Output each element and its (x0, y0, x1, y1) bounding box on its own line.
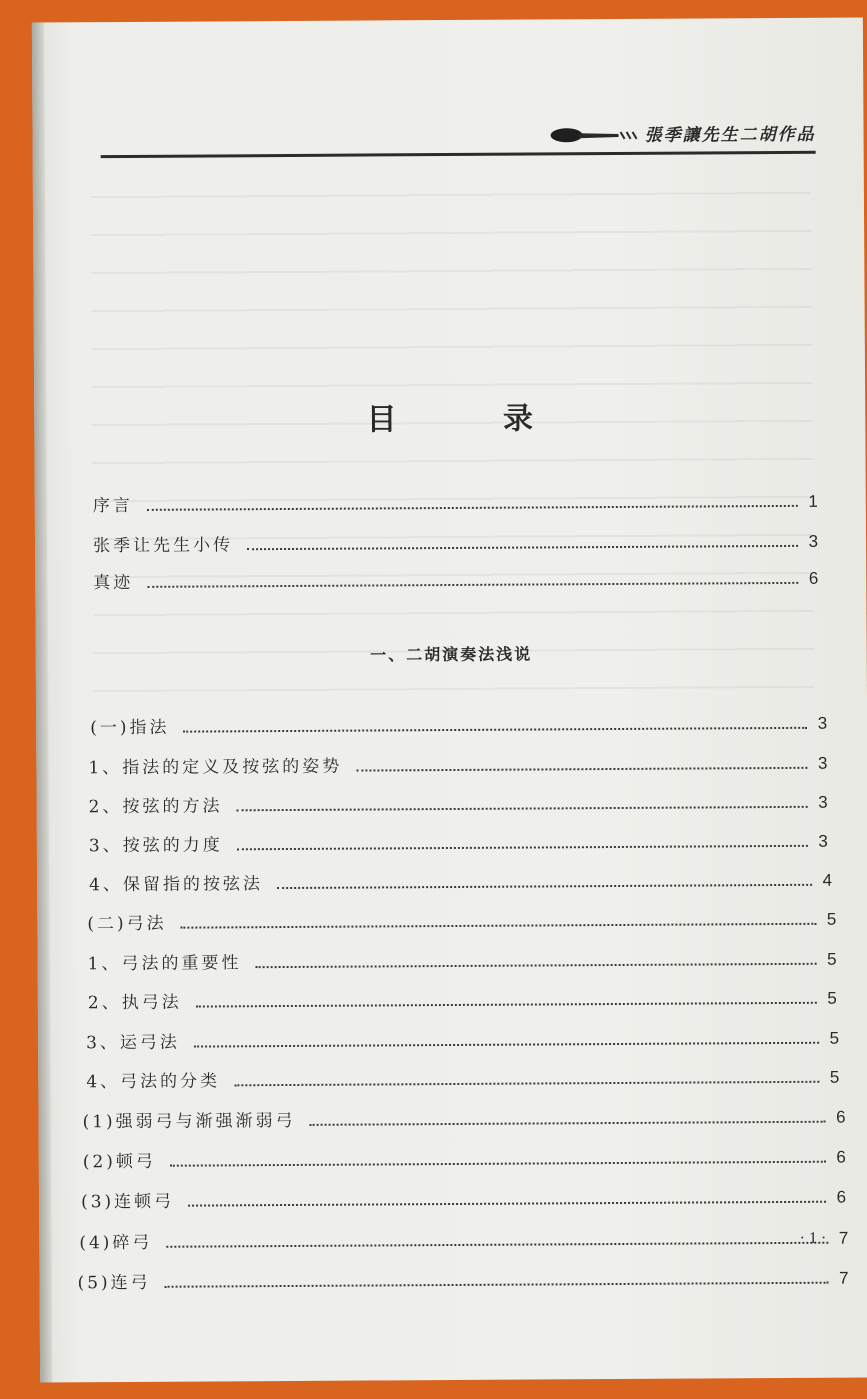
dot-leader (247, 545, 798, 550)
running-header (100, 114, 815, 158)
toc-entry[interactable] (81, 1184, 846, 1213)
toc-entry-label: 4、弓法的分类 (86, 1071, 221, 1093)
toc-entry[interactable] (79, 1225, 848, 1254)
toc-entry-label: (二)弓法 (87, 913, 167, 935)
toc-title: 目 录 (366, 401, 582, 438)
dot-leader (194, 1042, 819, 1048)
toc-entry-page: 3 (817, 713, 828, 733)
toc-entry[interactable] (89, 789, 828, 818)
toc-entry-page: 5 (827, 988, 837, 1008)
toc-entry-page: 3 (818, 792, 828, 812)
section-heading: 一、二胡演奏法浅说 (370, 644, 533, 665)
toc-entry-label: (4)碎弓 (79, 1232, 153, 1254)
toc-entry[interactable] (88, 985, 837, 1014)
toc-entry-page: 3 (808, 531, 819, 551)
toc-entry[interactable] (93, 488, 818, 516)
toc-entry-page: 1 (808, 491, 818, 511)
dot-leader (277, 884, 812, 889)
toc-entry-label: 序言 (92, 495, 133, 517)
dot-leader (237, 845, 808, 850)
toc-entry[interactable] (87, 906, 836, 935)
dot-leader (170, 1161, 826, 1167)
dot-leader (183, 727, 807, 733)
toc-entry-label: (1)强弱弓与渐强渐弱弓 (82, 1110, 296, 1133)
toc-entry[interactable] (93, 565, 818, 593)
toc-entry-page: 5 (829, 1067, 840, 1087)
dot-leader (234, 1081, 819, 1087)
toc-entry[interactable] (86, 1064, 839, 1093)
toc-entry[interactable] (89, 867, 832, 896)
toc-entry[interactable] (82, 1104, 845, 1133)
toc-entry[interactable] (93, 528, 818, 556)
toc-entry-label: 2、执弓法 (87, 992, 182, 1014)
header-title: 張季讓先生二胡作品 (644, 124, 816, 146)
toc-entry-label: 1、弓法的重要性 (87, 953, 242, 975)
dot-leader (165, 1282, 829, 1288)
toc-entry-label: 真迹 (93, 572, 134, 594)
toc-entry-page: 6 (836, 1187, 847, 1207)
dot-leader (147, 505, 798, 511)
toc-entry[interactable] (77, 1265, 848, 1294)
toc-entry-page: 3 (817, 753, 828, 773)
toc-entry-label: 4、保留指的按弦法 (89, 874, 264, 896)
dot-leader (188, 1201, 826, 1207)
toc-entry-label: (5)连弓 (77, 1272, 151, 1294)
toc-entry[interactable] (88, 750, 827, 779)
dot-leader (147, 582, 798, 588)
toc-entry-page: 7 (838, 1228, 849, 1248)
dot-leader (356, 767, 807, 772)
toc-entry-page: 6 (808, 568, 819, 588)
toc-entry-page: 5 (827, 949, 837, 969)
dot-leader (255, 963, 816, 968)
toc-entry[interactable] (83, 1144, 846, 1173)
dot-leader (236, 806, 807, 811)
toc-entry-page: 6 (836, 1147, 846, 1167)
toc-entry-label: 1、指法的定义及按弦的姿势 (88, 756, 343, 779)
dot-leader (196, 1002, 817, 1008)
toc-entry-page: 7 (839, 1268, 849, 1288)
toc-entry-label: (3)连顿弓 (81, 1191, 175, 1213)
toc-entry[interactable] (89, 828, 828, 857)
dot-leader (181, 923, 817, 929)
dot-leader (166, 1242, 828, 1248)
header-rule (101, 151, 816, 158)
toc-entry-label: (一)指法 (90, 717, 170, 739)
toc-entry-page: 4 (822, 870, 833, 890)
toc-entry-page: 3 (818, 831, 828, 851)
toc-entry-label: 3、按弦的力度 (88, 835, 223, 857)
dot-leader (310, 1121, 826, 1126)
toc-entry-page: 5 (829, 1028, 840, 1048)
toc-entry-page: 6 (836, 1107, 846, 1127)
toc-entry-label: 张季让先生小传 (92, 535, 234, 557)
page-number: · 1 · (799, 1229, 827, 1247)
toc-entry-label: 3、运弓法 (86, 1032, 180, 1054)
toc-entry[interactable] (86, 1025, 839, 1054)
toc-entry-page: 5 (826, 909, 837, 929)
toc-entry[interactable] (90, 710, 827, 739)
toc-entry-label: (2)顿弓 (82, 1151, 156, 1173)
toc-entry-label: 2、按弦的方法 (88, 796, 223, 818)
book-page (32, 17, 867, 1382)
brush-icon (549, 127, 641, 144)
toc-entry[interactable] (88, 946, 837, 975)
